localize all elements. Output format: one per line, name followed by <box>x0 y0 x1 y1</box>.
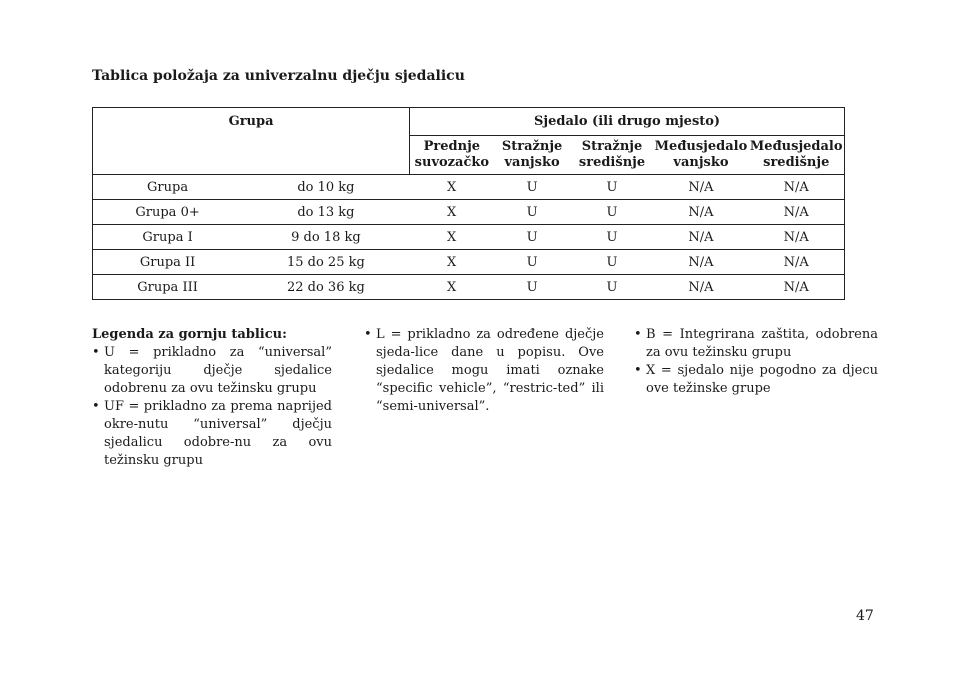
table-row <box>93 175 845 200</box>
value-cell: U <box>494 250 571 275</box>
value-cell: X <box>410 200 494 225</box>
group-cell: Grupa <box>93 175 243 200</box>
value-cell: N/A <box>653 250 748 275</box>
legend-item-u: • U = prikladno za “universal” kategoriju dječje sjedalice odobrenu za ovu težinsku grupu <box>92 344 332 398</box>
value-cell: U <box>571 275 654 300</box>
value-cell: N/A <box>748 200 844 225</box>
value-cell: N/A <box>653 200 748 225</box>
legend-item-b: • B = Integrirana zaštita, odobrena za ovu težinsku grupu <box>634 326 878 362</box>
group-cell: Grupa II <box>93 250 243 275</box>
table-row <box>93 225 845 250</box>
table-row <box>93 275 845 300</box>
child-seat-table <box>92 107 845 300</box>
column-header-intermediate-outer: Međusjedalo vanjsko <box>653 136 748 175</box>
weight-cell: 22 do 36 kg <box>242 275 410 300</box>
value-cell: U <box>571 200 654 225</box>
group-cell: Grupa 0+ <box>93 200 243 225</box>
legend-column-1 <box>92 326 332 470</box>
value-cell: N/A <box>653 225 748 250</box>
legend-heading: Legenda za gornju tablicu: <box>92 327 287 342</box>
legend-item-uf: • UF = prikladno za prema naprijed okre-nutu “universal” dječju sjedalicu odobre-nu za ovu težinsku grupu <box>92 398 332 470</box>
value-cell: X <box>410 225 494 250</box>
value-cell: U <box>571 250 654 275</box>
value-cell: X <box>410 275 494 300</box>
value-cell: X <box>410 250 494 275</box>
weight-cell: do 10 kg <box>242 175 410 200</box>
group-header: Grupa <box>93 108 410 175</box>
page-number: 47 <box>856 608 874 624</box>
value-cell: N/A <box>748 250 844 275</box>
legend-column-2 <box>364 326 604 416</box>
value-cell: U <box>494 275 571 300</box>
value-cell: U <box>571 225 654 250</box>
legend-item-l: • L = prikladno za određene dječje sjeda-lice dane u popisu. Ove sjedalice mogu imati oznake “specific vehicle”, “restric-ted” ili “semi-universal”. <box>364 326 604 416</box>
group-cell: Grupa III <box>93 275 243 300</box>
value-cell: X <box>410 175 494 200</box>
weight-cell: 15 do 25 kg <box>242 250 410 275</box>
table-header-row <box>93 108 845 136</box>
group-cell: Grupa I <box>93 225 243 250</box>
legend-item-x: • X = sjedalo nije pogodno za djecu ove težinske grupe <box>634 362 878 398</box>
column-header-intermediate-center: Međusjedalo središnje <box>748 136 844 175</box>
seat-header: Sjedalo (ili drugo mjesto) <box>410 108 845 136</box>
value-cell: U <box>494 200 571 225</box>
column-header-front-passenger: Prednje suvozačko <box>410 136 494 175</box>
value-cell: N/A <box>653 275 748 300</box>
value-cell: U <box>494 175 571 200</box>
column-header-rear-center: Stražnje središnje <box>571 136 654 175</box>
value-cell: U <box>571 175 654 200</box>
legend-column-3 <box>634 326 878 398</box>
column-header-rear-outer: Stražnje vanjsko <box>494 136 571 175</box>
value-cell: N/A <box>748 275 844 300</box>
value-cell: N/A <box>653 175 748 200</box>
value-cell: N/A <box>748 225 844 250</box>
weight-cell: do 13 kg <box>242 200 410 225</box>
weight-cell: 9 do 18 kg <box>242 225 410 250</box>
value-cell: U <box>494 225 571 250</box>
value-cell: N/A <box>748 175 844 200</box>
page-title: Tablica položaja za univerzalnu dječju sjedalicu <box>92 68 465 84</box>
table-row <box>93 200 845 225</box>
table-row <box>93 250 845 275</box>
